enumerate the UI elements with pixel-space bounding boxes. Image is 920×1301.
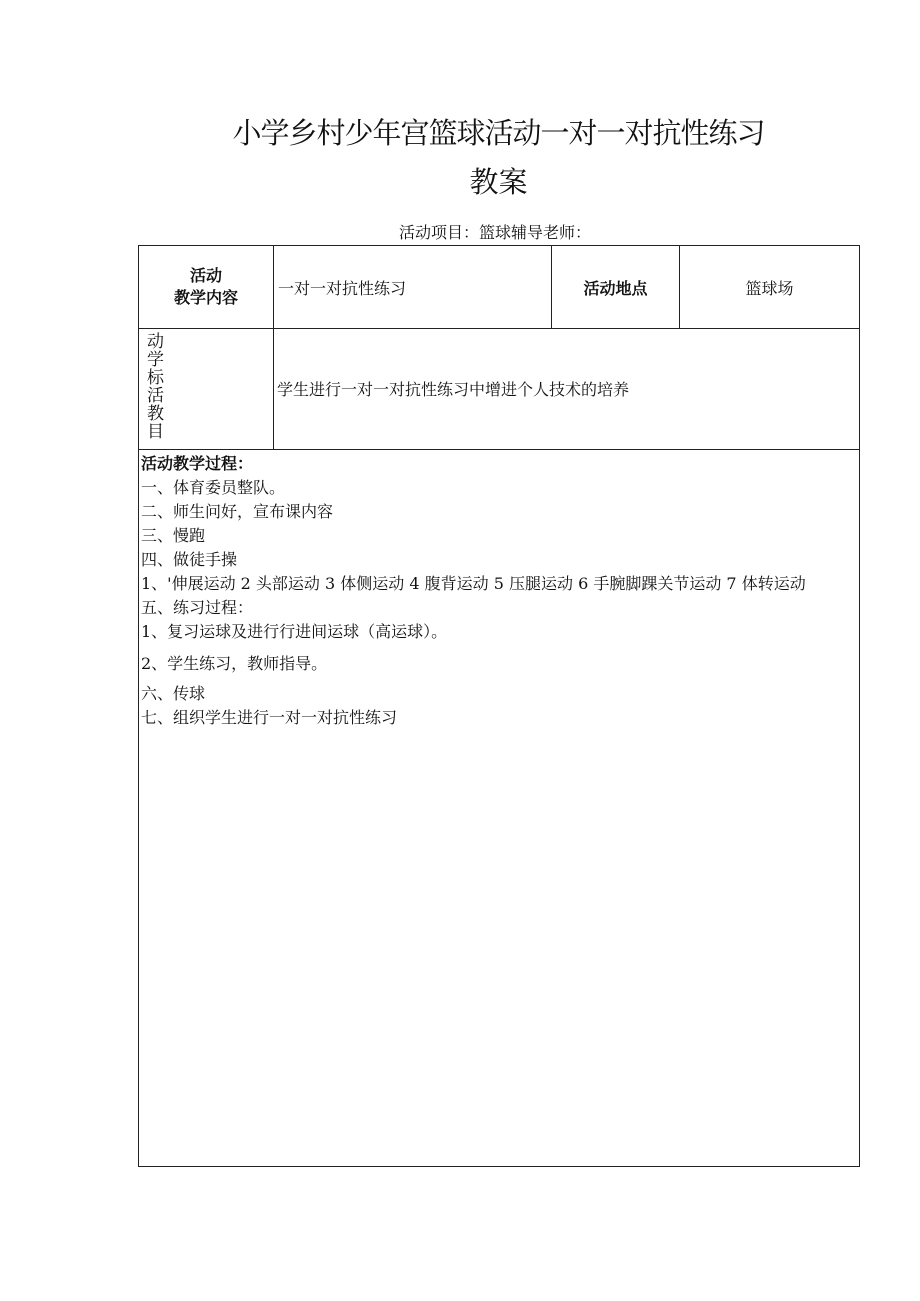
process-step: 二、师生问好，宣布课内容 xyxy=(141,502,334,521)
content-value-cell: 一对一对抗性练习 xyxy=(274,246,552,328)
location-label-cell: 活动地点 xyxy=(552,246,680,328)
goal-label-char: 标 xyxy=(147,368,164,388)
document-title: 小学乡村少年宫篮球活动一对一对抗性练习 xyxy=(232,116,765,150)
process-heading: 活动教学过程： xyxy=(141,454,254,473)
goal-label-cell xyxy=(139,328,274,449)
activity-meta: 活动项目：篮球辅导老师： xyxy=(398,223,591,242)
goal-label-char: 教 xyxy=(147,404,164,424)
content-label-cell xyxy=(139,246,274,328)
table-row-content xyxy=(139,246,859,329)
goal-label-char: 活 xyxy=(147,386,164,406)
goal-label-char: 动 xyxy=(147,332,164,352)
process-step: 五、练习过程： xyxy=(141,598,254,617)
document-subtitle: 教案 xyxy=(469,165,528,199)
process-step: 1、'伸展运动 2 头部运动 3 体侧运动 4 腹背运动 5 压腿运动 6 手腕脚踝关节运动 7 体转运动 xyxy=(141,574,806,593)
process-step: 2、学生练习，教师指导。 xyxy=(141,654,328,673)
goal-value-cell: 学生进行一对一对抗性练习中增进个人技术的培养 xyxy=(277,380,630,399)
lesson-plan-table xyxy=(138,245,860,1167)
process-step: 四、做徒手操 xyxy=(141,550,238,569)
content-label-line1: 活动 xyxy=(189,266,222,285)
process-step: 六、传球 xyxy=(141,684,206,703)
goal-label-char: 目 xyxy=(147,422,164,442)
process-section xyxy=(141,452,853,730)
goal-label-char: 学 xyxy=(147,350,164,370)
process-step: 1、复习运球及进行行进间运球（高运球）。 xyxy=(141,622,448,641)
process-step: 一、体育委员整队。 xyxy=(141,478,286,497)
process-step: 三、慢跑 xyxy=(141,526,206,545)
process-step: 七、组织学生进行一对一对抗性练习 xyxy=(141,708,398,727)
content-label-line2: 教学内容 xyxy=(173,288,238,307)
table-row-goal xyxy=(139,328,859,450)
location-value-cell: 篮球场 xyxy=(745,278,794,298)
